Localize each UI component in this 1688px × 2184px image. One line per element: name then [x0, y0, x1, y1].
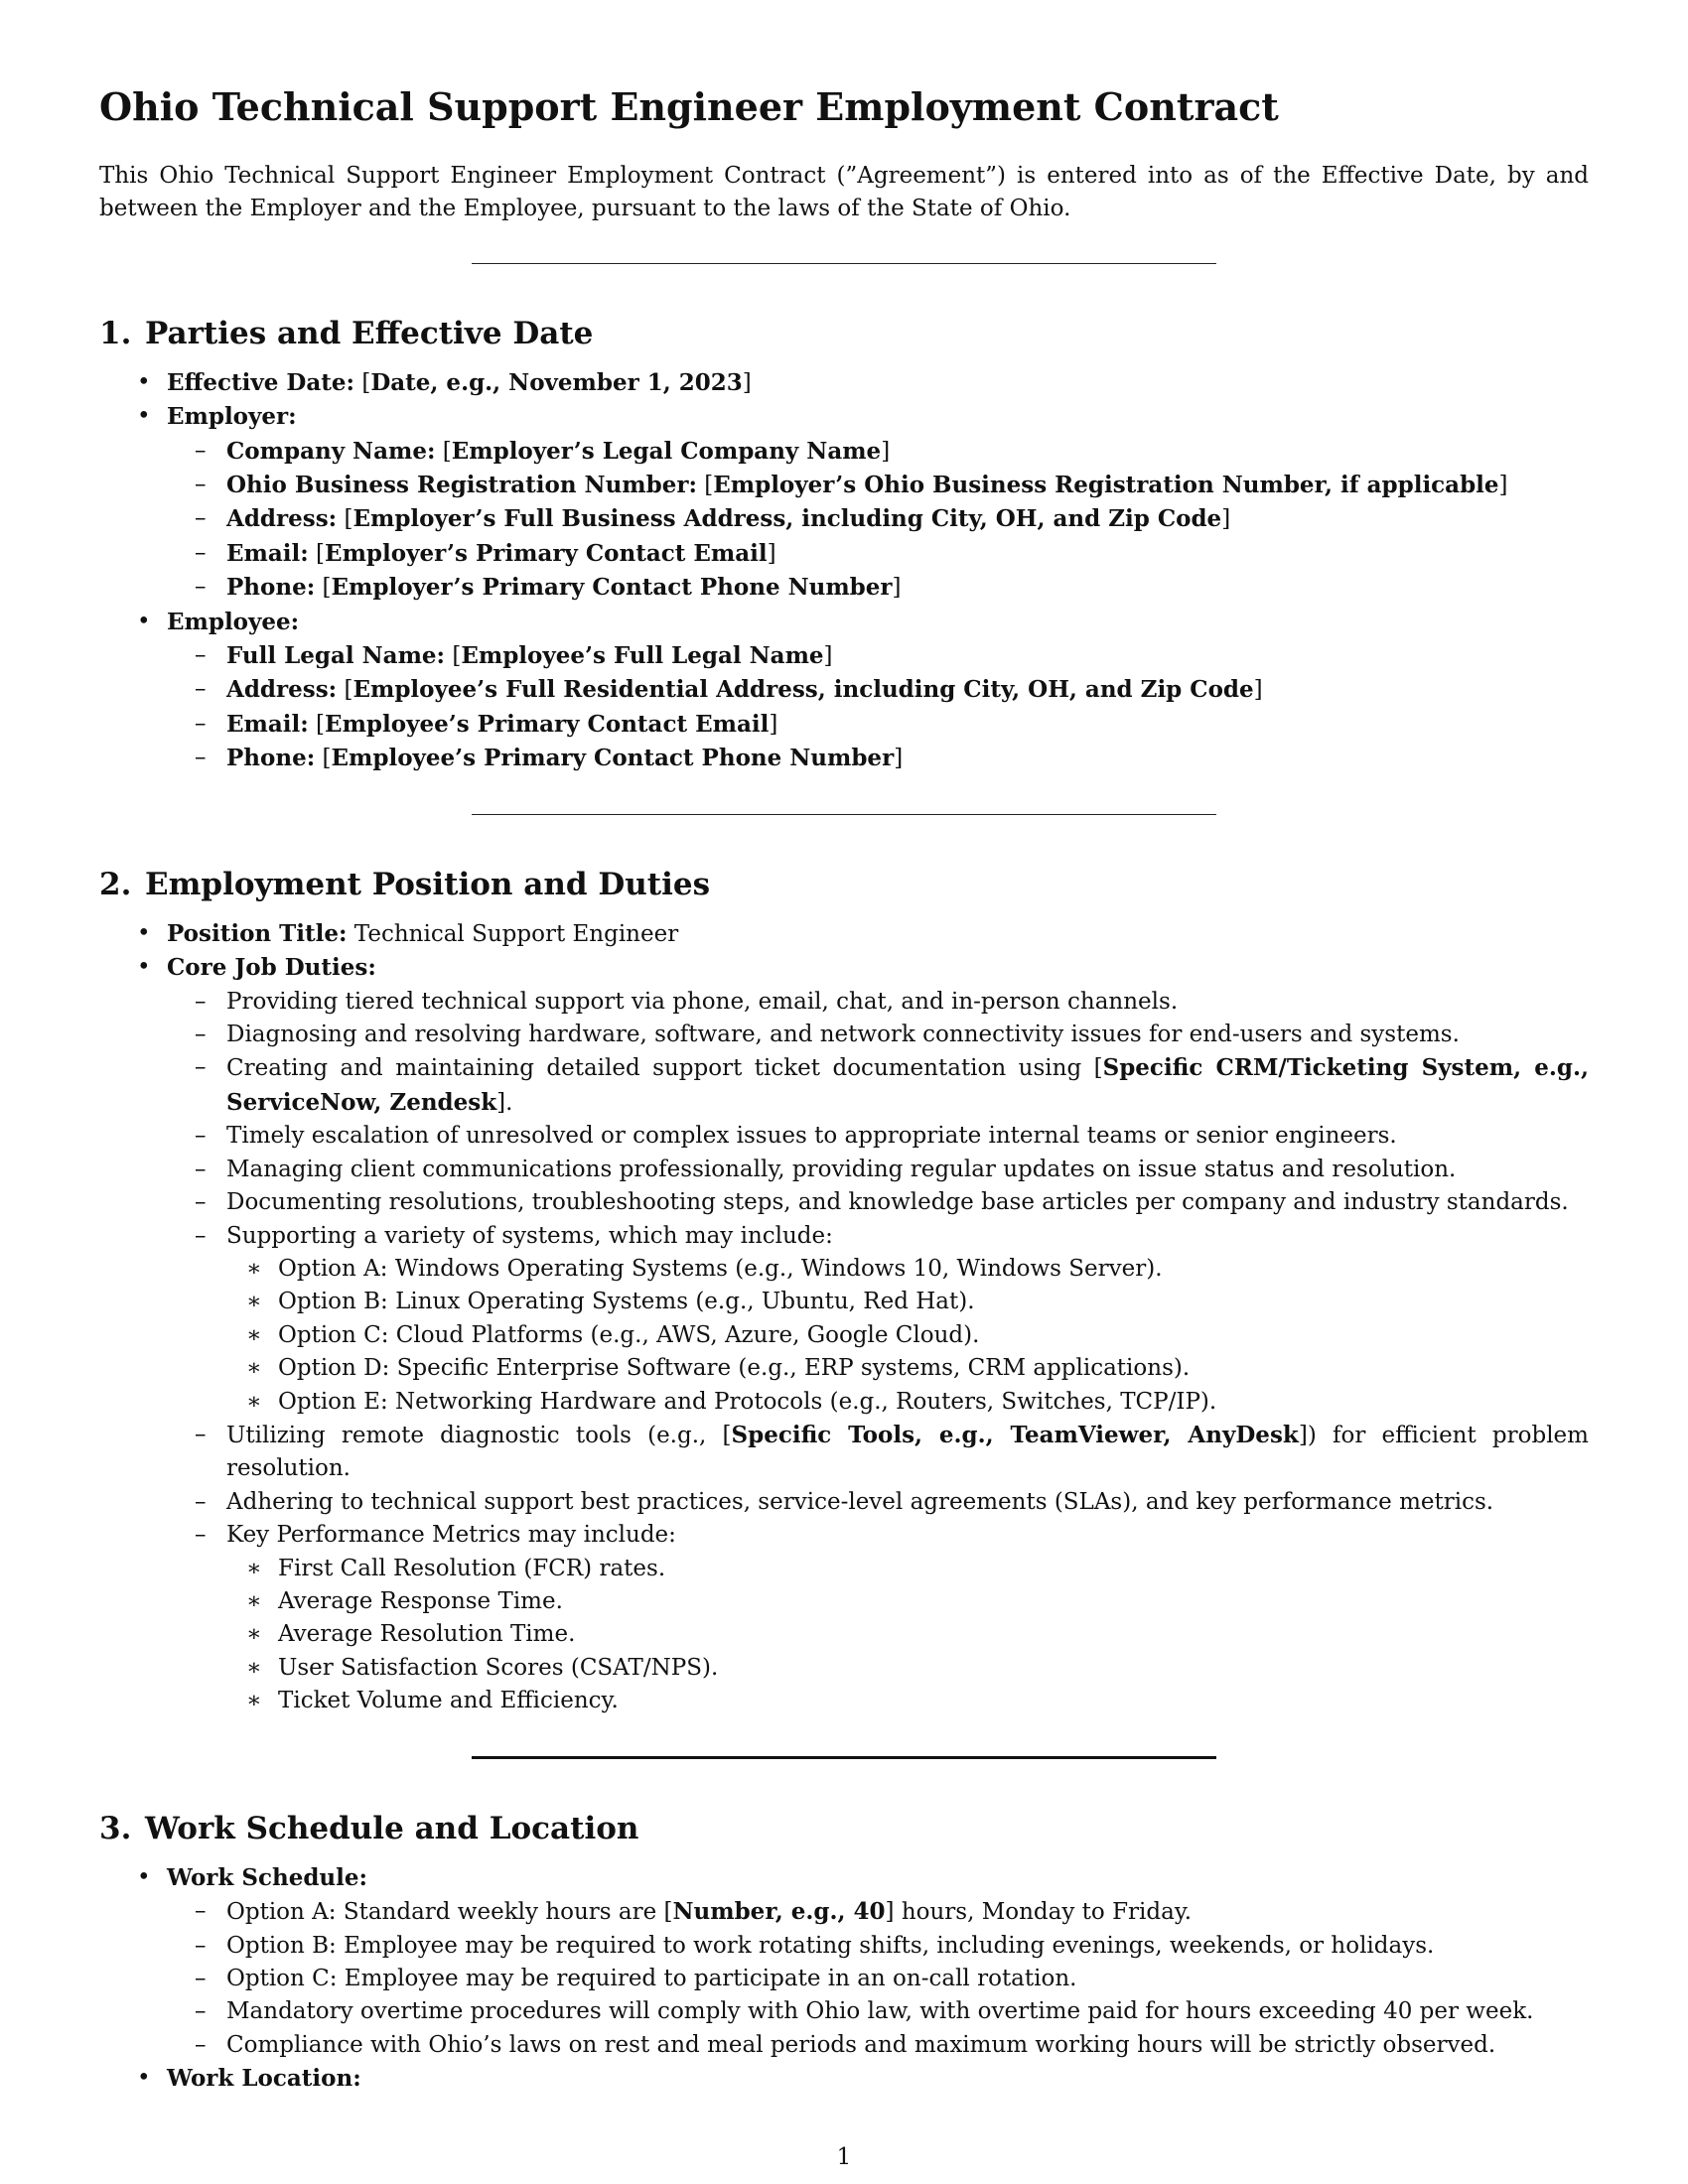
schedule-option: – Mandatory overtime procedures will comply with Ohio law, with overtime paid for hours exceeding 40 per week. — [167, 1995, 1589, 2028]
schedule-option: – Option A: Standard weekly hours are [Number, e.g., 40] hours, Monday to Friday. — [167, 1895, 1589, 1929]
employer-fields — [167, 435, 1589, 606]
employer-address: – Address: [Employer’s Full Business Address, including City, OH, and Zip Code] — [167, 502, 1589, 536]
system-option: ∗ Option C: Cloud Platforms (e.g., AWS, Azure, Google Cloud). — [226, 1319, 1589, 1352]
work-location-item: • Work Location: — [99, 2062, 1589, 2096]
document-title: Ohio Technical Support Engineer Employment Contract — [99, 84, 1279, 129]
metric-item: ∗ Average Response Time. — [226, 1585, 1589, 1618]
core-duties-item: • Core Job Duties: – Providing tiered technical support via phone, email, chat, and in-person channels. – Diagnosing and resolving hardware, software, and network connectivity issues for end-users and systems. – Creating and maintaining detailed support ticket documentation using [Specific CRM/Ticketing System, e.g., ServiceNow, Zendesk]. – Timely escalation of unresolved or complex issues to appropriate internal teams or senior engineers. – Managing client communications professionally, providing regular updates on issue status and resolution. – Documenting resolutions, troubleshooting steps, and knowledge base articles per company and industry standards. – Supporting a variety of systems, which may include: ∗ Option A: Windows Operating Systems (e.g., Windows 10, Windows Server). ∗ Option B: Linux Operating Systems (e.g., Ubuntu, Red Hat). ∗ Option C: Cloud Platforms (e.g., AWS, Azure, Google Cloud). ∗ Option D: Specific Enterprise Software (e.g., ERP systems, CRM applications). ∗ Option E: Networking Hardware and Protocols (e.g., Routers, Switches, TCP/IP). – Utilizing remote diagnostic tools (e.g., [Specific Tools, e.g., TeamViewer, AnyDesk]) for efficient problem resolution. – Adhering to technical support best practices, service-level agreements (SLAs), and key performance metrics. – Key Performance Metrics may include: ∗ First Call Resolution (FCR) rates. ∗ Average Response Time. ∗ Average Resolution Time. ∗ User Satisfaction Scores (CSAT/NPS). ∗ Ticket Volume and Efficiency. — [99, 951, 1589, 1717]
employee-address: – Address: [Employee’s Full Residential Address, including City, OH, and Zip Code] — [167, 673, 1589, 707]
system-option: ∗ Option E: Networking Hardware and Protocols (e.g., Routers, Switches, TCP/IP). — [226, 1386, 1589, 1419]
system-option: ∗ Option A: Windows Operating Systems (e.g., Windows 10, Windows Server). — [226, 1253, 1589, 1286]
employee-full-name: – Full Legal Name: [Employee’s Full Legal Name] — [167, 639, 1589, 673]
section-divider — [472, 263, 1216, 264]
section-heading: 3. Work Schedule and Location — [99, 1810, 639, 1846]
section-position-duties — [99, 867, 1589, 1718]
system-option: ∗ Option D: Specific Enterprise Software (e.g., ERP systems, CRM applications). — [226, 1352, 1589, 1385]
schedule-option: – Compliance with Ohio’s laws on rest and meal periods and maximum working hours will be strictly observed. — [167, 2029, 1589, 2062]
work-schedule-item: • Work Schedule: – Option A: Standard weekly hours are [Number, e.g., 40] hours, Monday to Friday. – Option B: Employee may be required to work rotating shifts, including evenings, weekends, or holidays. – Option C: Employee may be required to participate in an on-call rotation. – Mandatory overtime procedures will comply with Ohio law, with overtime paid for hours exceeding 40 per week. – Compliance with Ohio’s laws on rest and meal periods and maximum working hours will be strictly observed. — [99, 1861, 1589, 2062]
section-divider — [472, 1756, 1216, 1759]
schedule-option: – Option C: Employee may be required to participate in an on-call rotation. — [167, 1963, 1589, 1995]
metric-item: ∗ Average Resolution Time. — [226, 1618, 1589, 1651]
document-page — [99, 84, 1589, 2097]
duty-item: – Creating and maintaining detailed support ticket documentation using [Specific CRM/Ticketing System, e.g., ServiceNow, Zendesk]. — [167, 1051, 1589, 1120]
duty-item: – Utilizing remote diagnostic tools (e.g., [Specific Tools, e.g., TeamViewer, AnyDesk]) for efficient problem resolution. — [167, 1419, 1589, 1486]
employee-email: – Email: [Employee’s Primary Contact Email] — [167, 708, 1589, 742]
duties-list — [99, 917, 1589, 1718]
duty-item: – Timely escalation of unresolved or complex issues to appropriate internal teams or senior engineers. — [167, 1120, 1589, 1153]
page-number: 1 — [836, 2144, 852, 2170]
metric-item: ∗ User Satisfaction Scores (CSAT/NPS). — [226, 1652, 1589, 1685]
duty-item: – Managing client communications professionally, providing regular updates on issue status and resolution. — [167, 1154, 1589, 1186]
employer-email: – Email: [Employer’s Primary Contact Email] — [167, 537, 1589, 571]
parties-list — [99, 366, 1589, 776]
section-schedule-location — [99, 1811, 1589, 2097]
employee-fields — [167, 639, 1589, 776]
section-heading: 2. Employment Position and Duties — [99, 866, 711, 902]
duty-item: – Key Performance Metrics may include: ∗ First Call Resolution (FCR) rates. ∗ Average Response Time. ∗ Average Resolution Time. ∗ User Satisfaction Scores (CSAT/NPS). ∗ Ticket Volume and Efficiency. — [167, 1519, 1589, 1717]
metrics-list — [226, 1553, 1589, 1718]
metric-item: ∗ First Call Resolution (FCR) rates. — [226, 1553, 1589, 1585]
section-parties — [99, 316, 1589, 776]
effective-date-item: • Effective Date: [Date, e.g., November 1, 2023] — [99, 366, 1589, 400]
schedule-options — [167, 1895, 1589, 2062]
core-duties — [167, 986, 1589, 1718]
systems-list — [226, 1253, 1589, 1419]
employee-item: • Employee: – Full Legal Name: [Employee’s Full Legal Name] – Address: [Employee’s Full Residential Address, including City, OH, and Zip Code] – Email: [Employee’s Primary Contact Email] – Phone: [Employee’s Primary Contact Phone Number] — [99, 606, 1589, 776]
metric-item: ∗ Ticket Volume and Efficiency. — [226, 1685, 1589, 1717]
duty-item: – Documenting resolutions, troubleshooting steps, and knowledge base articles per company and industry standards. — [167, 1186, 1589, 1219]
employer-company-name: – Company Name: [Employer’s Legal Company Name] — [167, 435, 1589, 469]
system-option: ∗ Option B: Linux Operating Systems (e.g., Ubuntu, Red Hat). — [226, 1286, 1589, 1318]
position-title-item: • Position Title: Technical Support Engineer — [99, 917, 1589, 951]
duty-item: – Supporting a variety of systems, which may include: ∗ Option A: Windows Operating Systems (e.g., Windows 10, Windows Server). ∗ Option B: Linux Operating Systems (e.g., Ubuntu, Red Hat). ∗ Option C: Cloud Platforms (e.g., AWS, Azure, Google Cloud). ∗ Option D: Specific Enterprise Software (e.g., ERP systems, CRM applications). ∗ Option E: Networking Hardware and Protocols (e.g., Routers, Switches, TCP/IP). — [167, 1220, 1589, 1419]
employer-item: • Employer: – Company Name: [Employer’s Legal Company Name] – Ohio Business Registration Number: [Employer’s Ohio Business Registration Number, if applicable] – Address: [Employer’s Full Business Address, including City, OH, and Zip Code] – Email: [Employer’s Primary Contact Email] – Phone: [Employer’s Primary Contact Phone Number] — [99, 400, 1589, 605]
employer-registration-number: – Ohio Business Registration Number: [Employer’s Ohio Business Registration Number, if applicable] — [167, 469, 1589, 502]
duty-item: – Diagnosing and resolving hardware, software, and network connectivity issues for end-users and systems. — [167, 1019, 1589, 1051]
employee-phone: – Phone: [Employee’s Primary Contact Phone Number] — [167, 742, 1589, 775]
section-divider — [472, 814, 1216, 815]
employer-phone: – Phone: [Employer’s Primary Contact Phone Number] — [167, 571, 1589, 605]
intro-paragraph: This Ohio Technical Support Engineer Employment Contract (”Agreement”) is entered into as of the Effective Date, by and between the Employer and the Employee, pursuant to the laws of the State of Ohio. — [99, 162, 1589, 221]
duty-item: – Providing tiered technical support via phone, email, chat, and in-person channels. — [167, 986, 1589, 1019]
duty-item: – Adhering to technical support best practices, service-level agreements (SLAs), and key performance metrics. — [167, 1486, 1589, 1519]
schedule-option: – Option B: Employee may be required to work rotating shifts, including evenings, weekends, or holidays. — [167, 1930, 1589, 1963]
schedule-list — [99, 1861, 1589, 2097]
section-heading: 1. Parties and Effective Date — [99, 315, 594, 351]
